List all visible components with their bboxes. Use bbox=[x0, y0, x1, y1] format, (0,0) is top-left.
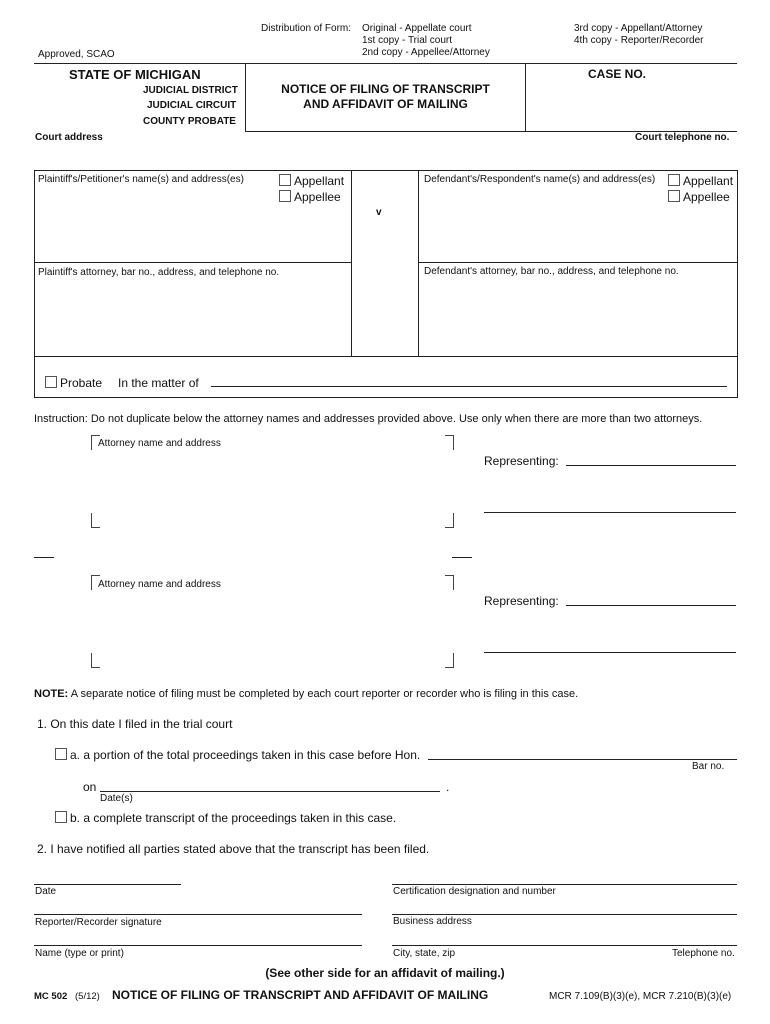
hon-line[interactable] bbox=[428, 759, 737, 760]
item2-text: 2. I have notified all parties stated above that the transcript has been filed. bbox=[37, 842, 430, 856]
plaintiff-appellee-checkbox[interactable] bbox=[279, 190, 291, 202]
plaintiff-divider bbox=[34, 262, 352, 263]
attorney2-representing-line2[interactable] bbox=[484, 652, 736, 653]
dates-period: . bbox=[446, 780, 450, 794]
instruction-text: Instruction: Do not duplicate below the attorney names and addresses provided above. Use only when there are more than two attorneys. bbox=[34, 413, 703, 425]
attorney2-corner-br bbox=[445, 653, 454, 668]
defendant-appellee-label: Appellee bbox=[683, 190, 730, 204]
plaintiff-label: Plaintiff's/Petitioner's name(s) and address(es) bbox=[38, 174, 244, 185]
item1b-checkbox[interactable] bbox=[55, 811, 67, 823]
footer-revision: (5/12) bbox=[75, 991, 100, 1002]
note bbox=[34, 688, 578, 700]
parties-divider-left bbox=[351, 170, 352, 356]
versus-label: v bbox=[376, 207, 382, 218]
attorney1-label: Attorney name and address bbox=[98, 438, 221, 449]
attorney1-corner-bl bbox=[91, 513, 100, 528]
defendant-appellee-checkbox[interactable] bbox=[668, 190, 680, 202]
attorney2-corner-tr bbox=[445, 575, 454, 590]
court-phone-label: Court telephone no. bbox=[635, 132, 730, 143]
attorney1-corner-tr bbox=[445, 435, 454, 450]
plaintiff-attorney-label: Plaintiff's attorney, bar no., address, and telephone no. bbox=[38, 267, 280, 278]
parties-box bbox=[34, 170, 738, 398]
note-label: NOTE: bbox=[34, 688, 69, 700]
attorney2-corner-bl bbox=[91, 653, 100, 668]
name-print-label: Name (type or print) bbox=[35, 948, 124, 959]
header-top-rule bbox=[34, 63, 737, 64]
dates-label: Date(s) bbox=[100, 793, 133, 804]
dist-fourth-copy: 4th copy - Reporter/Recorder bbox=[574, 35, 704, 46]
probate-option[interactable] bbox=[45, 376, 102, 390]
item1-text: 1. On this date I filed in the trial court bbox=[37, 717, 233, 731]
attorney1-representing-line2[interactable] bbox=[484, 512, 736, 513]
dist-second-copy: 2nd copy - Appellee/Attorney bbox=[362, 47, 490, 58]
cert-line[interactable] bbox=[392, 884, 737, 885]
defendant-appellant-option[interactable] bbox=[668, 174, 733, 188]
city-state-label: City, state, zip bbox=[393, 948, 456, 959]
item1b-text: b. a complete transcript of the proceedings taken in this case. bbox=[70, 811, 397, 825]
attorney2-label: Attorney name and address bbox=[98, 579, 221, 590]
item1a-checkbox[interactable] bbox=[55, 748, 67, 760]
defendant-appellant-label: Appellant bbox=[683, 174, 734, 188]
telephone-label: Telephone no. bbox=[672, 948, 735, 959]
business-address-line[interactable] bbox=[392, 914, 737, 915]
see-other-side: (See other side for an affidavit of mailing.) bbox=[265, 966, 505, 980]
court-address-label: Court address bbox=[35, 132, 103, 143]
name-print-line[interactable] bbox=[34, 945, 362, 946]
dates-line[interactable] bbox=[100, 791, 440, 792]
plaintiff-appellant-option[interactable] bbox=[279, 174, 344, 188]
defendant-divider bbox=[418, 262, 737, 263]
footer-form-no: MC 502 bbox=[34, 991, 68, 1002]
in-matter-line[interactable] bbox=[211, 386, 727, 387]
reporter-sig-line[interactable] bbox=[34, 914, 362, 915]
attorney1-corner-br bbox=[445, 513, 454, 528]
plaintiff-appellee-label: Appellee bbox=[294, 190, 341, 204]
item1a-text: a. a portion of the total proceedings taken in this case before Hon. bbox=[70, 748, 421, 762]
attorney1-representing-line[interactable] bbox=[566, 465, 736, 466]
judicial-district: JUDICIAL DISTRICT bbox=[143, 85, 238, 96]
attorney2-representing-label: Representing: bbox=[484, 594, 559, 608]
probate-checkbox[interactable] bbox=[45, 376, 57, 388]
footer-title: NOTICE OF FILING OF TRANSCRIPT AND AFFIDAVIT OF MAILING bbox=[112, 988, 489, 1002]
in-matter-label: In the matter of bbox=[118, 376, 199, 390]
defendant-appellant-checkbox[interactable] bbox=[668, 174, 680, 186]
bar-no-label: Bar no. bbox=[692, 761, 725, 772]
separator-right bbox=[452, 557, 472, 558]
city-state-line[interactable] bbox=[392, 945, 737, 946]
reporter-sig-label: Reporter/Recorder signature bbox=[35, 917, 162, 928]
date-line[interactable] bbox=[34, 884, 181, 885]
case-no-label: CASE NO. bbox=[588, 67, 647, 81]
form-title-line2: AND AFFIDAVIT OF MAILING bbox=[303, 97, 468, 111]
attorney2-representing-line[interactable] bbox=[566, 605, 736, 606]
business-address-label: Business address bbox=[393, 916, 472, 927]
dist-original: Original - Appellate court bbox=[362, 23, 472, 34]
separator-left bbox=[34, 557, 54, 558]
plaintiff-appellant-checkbox[interactable] bbox=[279, 174, 291, 186]
state-title: STATE OF MICHIGAN bbox=[69, 67, 201, 82]
date-label: Date bbox=[35, 886, 57, 897]
item1a-option[interactable] bbox=[55, 748, 420, 762]
probate-label: Probate bbox=[60, 376, 103, 390]
dist-first-copy: 1st copy - Trial court bbox=[362, 35, 453, 46]
plaintiff-appellant-label: Appellant bbox=[294, 174, 345, 188]
judicial-circuit: JUDICIAL CIRCUIT bbox=[147, 100, 237, 111]
form-title-line1: NOTICE OF FILING OF TRANSCRIPT bbox=[281, 82, 490, 96]
header-divider-right bbox=[525, 63, 526, 131]
defendant-attorney-label: Defendant's attorney, bar no., address, and telephone no. bbox=[424, 266, 679, 277]
approved-scao: Approved, SCAO bbox=[38, 49, 115, 60]
item1b-option[interactable] bbox=[55, 811, 396, 825]
county-probate: COUNTY PROBATE bbox=[143, 116, 236, 127]
probate-divider bbox=[34, 356, 737, 357]
attorney1-representing-label: Representing: bbox=[484, 454, 559, 468]
plaintiff-appellee-option[interactable] bbox=[279, 190, 341, 204]
parties-divider-right bbox=[418, 170, 419, 356]
on-label: on bbox=[83, 780, 97, 794]
defendant-appellee-option[interactable] bbox=[668, 190, 730, 204]
defendant-label: Defendant's/Respondent's name(s) and address(es) bbox=[424, 174, 656, 185]
footer-rules: MCR 7.109(B)(3)(e), MCR 7.210(B)(3)(e) bbox=[549, 991, 732, 1002]
dist-third-copy: 3rd copy - Appellant/Attorney bbox=[574, 23, 703, 34]
distribution-label: Distribution of Form: bbox=[261, 23, 352, 34]
note-text: A separate notice of filing must be completed by each court reporter or recorder who is filing in this case. bbox=[70, 688, 579, 700]
cert-label: Certification designation and number bbox=[393, 886, 556, 897]
